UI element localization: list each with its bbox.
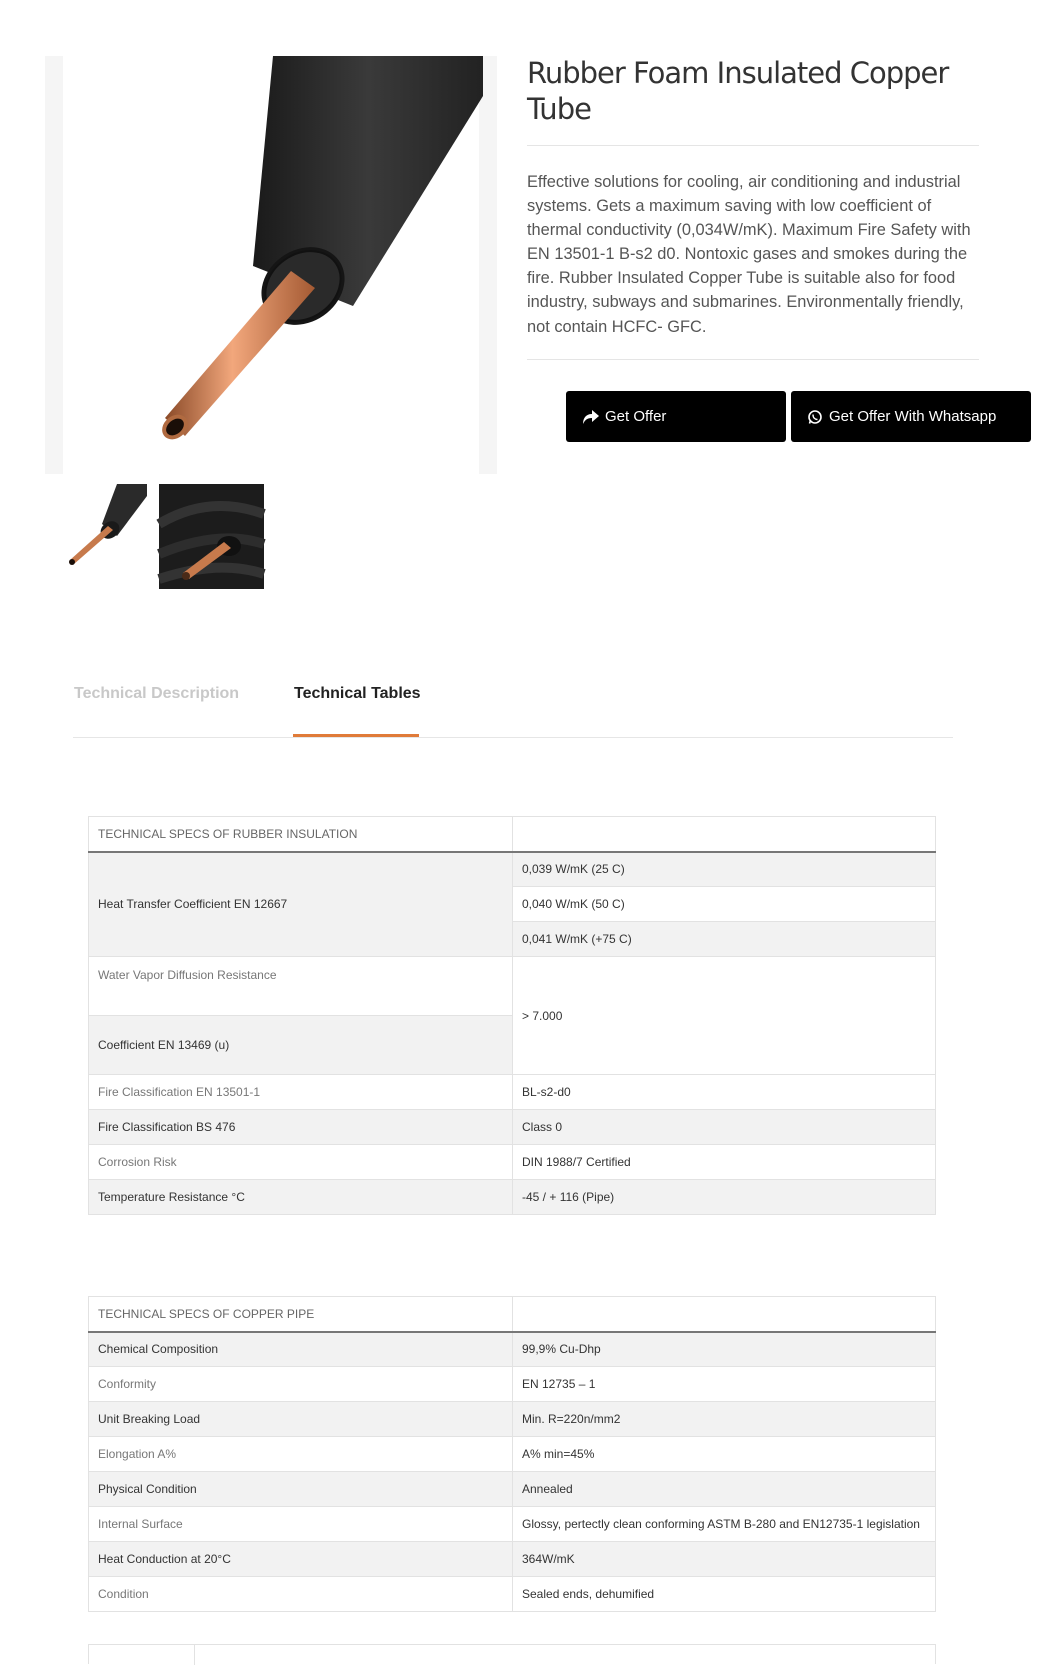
table-row bbox=[89, 1507, 936, 1542]
table-row bbox=[89, 1437, 936, 1472]
table-cell-value: EN 12735 – 1 bbox=[513, 1367, 936, 1402]
table-cell-value: Annealed bbox=[513, 1472, 936, 1507]
table-cell-value: > 7.000 bbox=[513, 957, 936, 1075]
table-cell-value: 0,040 W/mK (50 C) bbox=[513, 887, 936, 922]
table-cell-label: Condition bbox=[89, 1577, 513, 1612]
next-table-partial bbox=[88, 1644, 936, 1664]
table-cell-label: Heat Conduction at 20°C bbox=[89, 1542, 513, 1577]
product-tabs bbox=[73, 672, 953, 738]
table-cell-value: A% min=45% bbox=[513, 1437, 936, 1472]
table-cell-value: 364W/mK bbox=[513, 1542, 936, 1577]
table-row bbox=[89, 1402, 936, 1437]
table-cell-value: 0,039 W/mK (25 C) bbox=[513, 852, 936, 887]
thumbnail-coil-image bbox=[159, 484, 264, 589]
description-divider bbox=[527, 359, 979, 360]
table-cell-value: 0,041 W/mK (+75 C) bbox=[513, 922, 936, 957]
table-cell-label: Chemical Composition bbox=[89, 1332, 513, 1367]
rubber-insulation-table bbox=[88, 816, 936, 1215]
offer-buttons bbox=[566, 391, 997, 442]
tab-technical-tables[interactable]: Technical Tables bbox=[294, 685, 421, 702]
table-cell-value: DIN 1988/7 Certified bbox=[513, 1145, 936, 1180]
table-cell-value: Glossy, pertectly clean conforming ASTM B-280 and EN12735-1 legislation bbox=[513, 1507, 936, 1542]
table-row bbox=[89, 1145, 936, 1180]
table-cell-value: BL-s2-d0 bbox=[513, 1075, 936, 1110]
table-header-empty bbox=[513, 817, 936, 852]
table-divider bbox=[194, 1645, 195, 1665]
share-arrow-icon bbox=[581, 407, 601, 427]
table-row bbox=[89, 1075, 936, 1110]
table-row bbox=[89, 1577, 936, 1612]
thumbnail-tube-image bbox=[62, 484, 167, 589]
table-row bbox=[89, 1332, 936, 1367]
product-description: Effective solutions for cooling, air conditioning and industrial systems. Gets a maximum saving with low coefficient of thermal conductivity (0,034W/mK). Maximum Fire Safety with EN 13501-1 B-s2 d0. Nontoxic gases and smokes during the fire. Rubber Insulated Copper Tube is suitable also for food industry, subways and submarines. Environmentally friendly, not contain HCFC- GFC. bbox=[527, 173, 971, 336]
tab-technical-description[interactable]: Technical Description bbox=[74, 685, 240, 702]
table-cell-value: 99,9% Cu-Dhp bbox=[513, 1332, 936, 1367]
table-cell-label: Water Vapor Diffusion Resistance bbox=[89, 957, 513, 1016]
thumbnail-2[interactable] bbox=[159, 484, 264, 589]
table-cell-label: Coefficient EN 13469 (u) bbox=[89, 1016, 513, 1075]
table-row bbox=[89, 1180, 936, 1215]
table-row bbox=[89, 1472, 936, 1507]
table-cell-label: Physical Condition bbox=[89, 1472, 513, 1507]
table-cell-label: Heat Transfer Coefficient EN 12667 bbox=[89, 852, 513, 957]
table-cell-label: Elongation A% bbox=[89, 1437, 513, 1472]
insulated-copper-tube-image bbox=[63, 56, 479, 474]
table-header: TECHNICAL SPECS OF COPPER PIPE bbox=[89, 1297, 513, 1332]
active-tab-indicator bbox=[293, 734, 419, 737]
table-cell-label: Temperature Resistance °C bbox=[89, 1180, 513, 1215]
get-offer-whatsapp-button[interactable] bbox=[791, 391, 1031, 442]
title-divider bbox=[527, 145, 979, 146]
product-main-image[interactable] bbox=[45, 56, 497, 474]
get-offer-label: Get Offer bbox=[605, 408, 667, 425]
table-cell-label: Fire Classification EN 13501-1 bbox=[89, 1075, 513, 1110]
table-cell-label: Unit Breaking Load bbox=[89, 1402, 513, 1437]
table-cell-value: Min. R=220n/mm2 bbox=[513, 1402, 936, 1437]
table-cell-label: Fire Classification BS 476 bbox=[89, 1110, 513, 1145]
whatsapp-icon bbox=[805, 407, 825, 427]
copper-pipe-table bbox=[88, 1296, 936, 1612]
table-header: TECHNICAL SPECS OF RUBBER INSULATION bbox=[89, 817, 513, 852]
table-cell-label: Conformity bbox=[89, 1367, 513, 1402]
table-cell-label: Internal Surface bbox=[89, 1507, 513, 1542]
table-header-empty bbox=[513, 1297, 936, 1332]
table-cell-label: Corrosion Risk bbox=[89, 1145, 513, 1180]
get-offer-button[interactable] bbox=[566, 391, 786, 442]
table-cell-value: Sealed ends, dehumified bbox=[513, 1577, 936, 1612]
get-offer-whatsapp-label: Get Offer With Whatsapp bbox=[829, 408, 997, 425]
table-cell-value: Class 0 bbox=[513, 1110, 936, 1145]
product-title: Rubber Foam Insulated Copper Tube bbox=[527, 56, 949, 126]
table-row bbox=[89, 1110, 936, 1145]
table-row bbox=[89, 1542, 936, 1577]
table-row bbox=[89, 1367, 936, 1402]
table-cell-value: -45 / + 116 (Pipe) bbox=[513, 1180, 936, 1215]
thumbnail-1[interactable] bbox=[62, 484, 167, 589]
